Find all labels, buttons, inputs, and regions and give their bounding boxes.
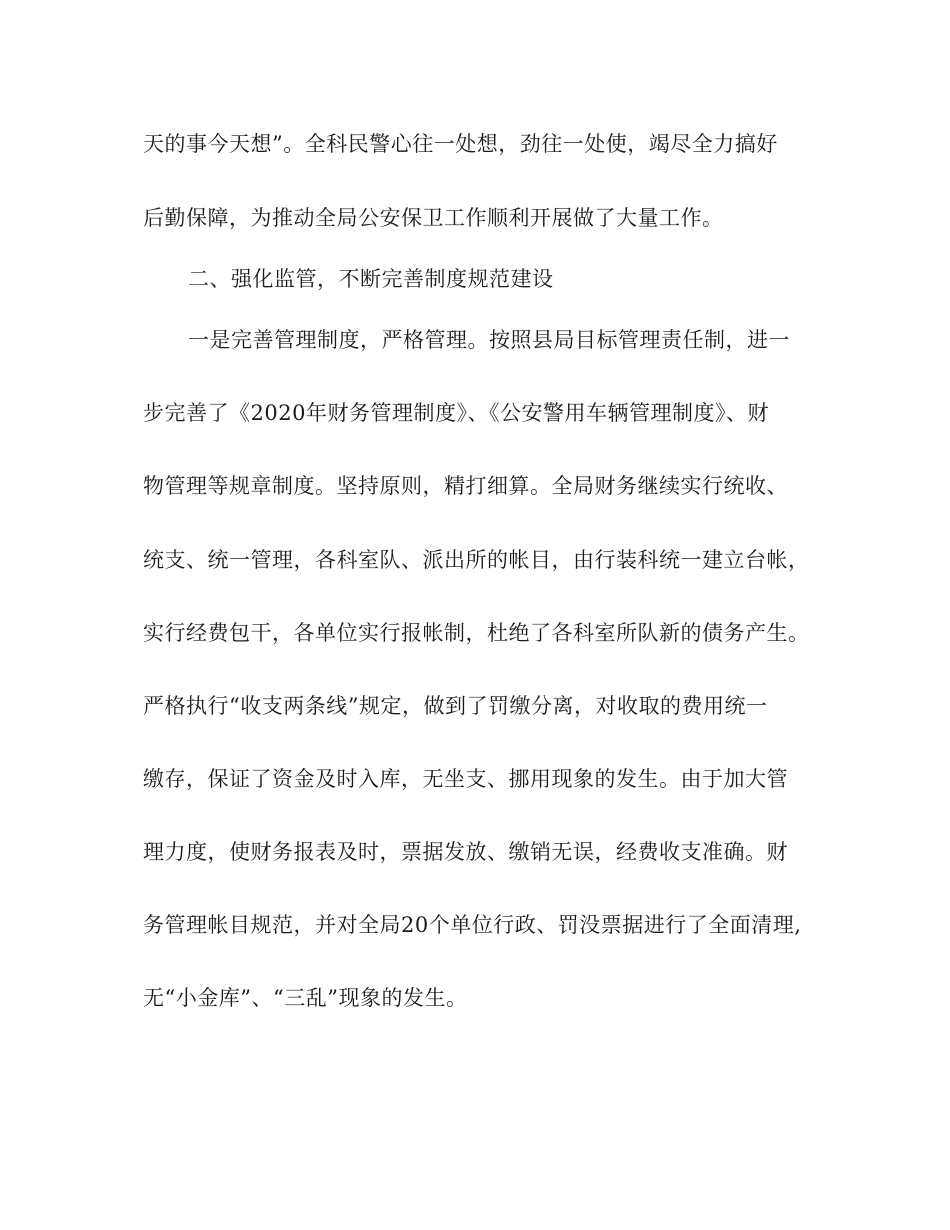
section-heading: 二、强化监管，不断完善制度规范建设 bbox=[188, 267, 554, 291]
text-line: 缴存，保证了资金及时入库，无坐支、挪用现象的发生。由于加大管 bbox=[143, 767, 788, 791]
text-line: 实行经费包干，各单位实行报帐制，杜绝了各科室所队新的债务产生。 bbox=[143, 621, 810, 645]
text-line: 统支、统一管理，各科室队、派出所的帐目，由行装科统一建立台帐， bbox=[143, 548, 810, 572]
text-line: 后勤保障，为推动全局公安保卫工作顺利开展做了大量工作。 bbox=[143, 206, 724, 230]
text-line: 步完善了《2020年财务管理制度》、《公安警用车辆管理制度》、财 bbox=[143, 401, 769, 425]
text-line: 严格执行“收支两条线”规定，做到了罚缴分离，对收取的费用统一 bbox=[143, 694, 768, 718]
text-line: 无“小金库”、“三乱”现象的发生。 bbox=[143, 986, 468, 1010]
text-line: 务管理帐目规范，并对全局20个单位行政、罚没票据进行了全面清理, bbox=[143, 913, 802, 937]
text-line: 理力度，使财务报表及时，票据发放、缴销无误，经费收支准确。财 bbox=[143, 840, 788, 864]
text-line: 物管理等规章制度。坚持原则，精打细算。全局财务继续实行统收、 bbox=[143, 474, 788, 498]
text-line: 一是完善管理制度，严格管理。按照县局目标管理责任制，进一 bbox=[188, 328, 790, 352]
text-line: 天的事今天想”。全科民警心往一处想，劲往一处使，竭尽全力搞好 bbox=[143, 132, 778, 156]
